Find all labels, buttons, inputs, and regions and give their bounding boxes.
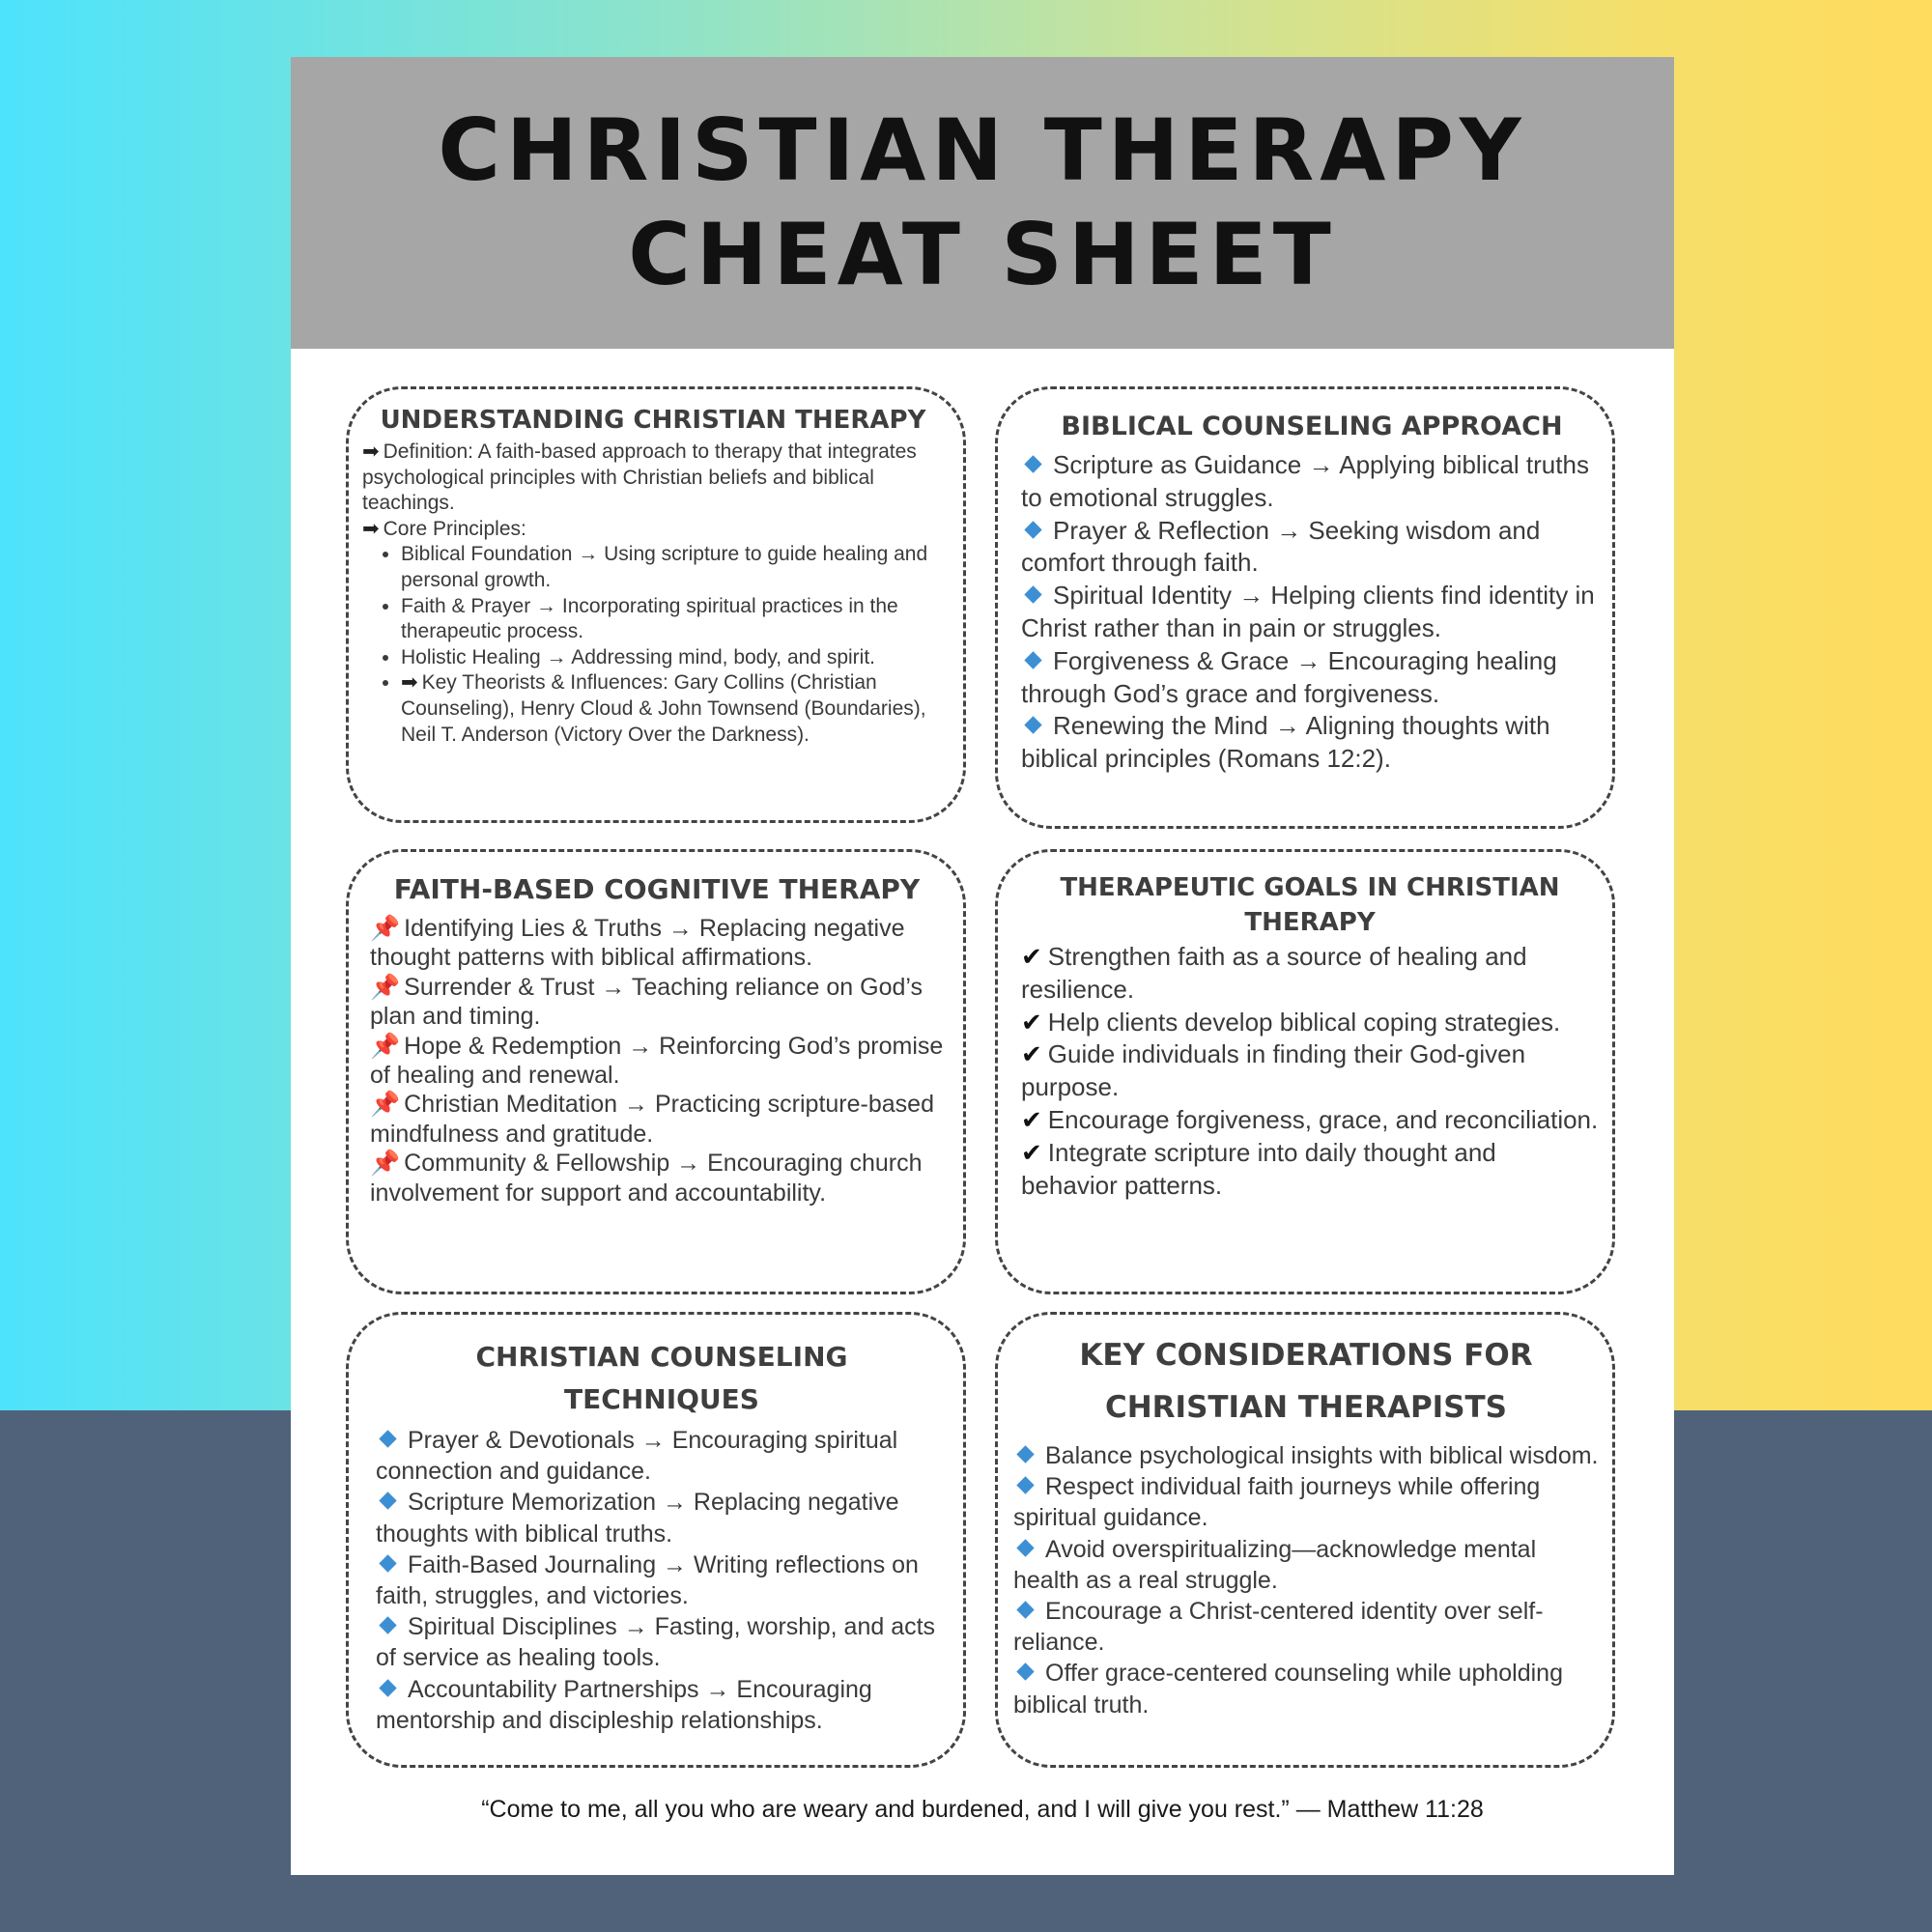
list-item: 📌 Community & Fellowship → Encouraging church involvement for support and accountability. [370,1150,923,1207]
core-principles-label: ➡ Core Principles: [362,517,526,540]
list-item: Prayer & Reflection → Seeking wisdom and comfort through faith. [1021,515,1541,578]
list-item: • Holistic Healing → Addressing mind, body, and spirit. [401,645,944,671]
card-title-line-1: KEY CONSIDERATIONS FOR [1079,1338,1533,1373]
pushpin-icon: 📌 [370,1150,401,1178]
diamond-icon [379,1554,396,1572]
card-understanding [346,386,966,823]
list-item: Accountability Partnerships → Encouraging mentorship and discipleship relationships. [376,1675,872,1734]
checkmark-icon: ✔ [1021,1039,1042,1069]
card-faith-based-cognitive [346,849,966,1294]
pushpin-icon: 📌 [370,915,401,942]
list-item: • Faith & Prayer → Incorporating spiritual practices in the therapeutic process. [401,594,944,645]
list-item: 📌 Hope & Redemption → Reinforcing God’s promise of healing and renewal. [370,1032,944,1090]
cheat-sheet-page [291,57,1674,1875]
card-title: BIBLICAL COUNSELING APPROACH [1061,412,1563,441]
diamond-icon [1016,1663,1034,1681]
list-item: 📌 Surrender & Trust → Teaching reliance on God’s plan and timing. [370,973,923,1031]
list-item: 📌 Identifying Lies & Truths → Replacing negative thought patterns with biblical affirmations. [370,915,905,972]
pushpin-icon: 📌 [370,973,401,1001]
diamond-icon [1016,1477,1034,1494]
title-banner [291,57,1674,349]
list-item: • ➡ Key Theorists & Influences: Gary Collins (Christian Counseling), Henry Cloud & John Townsend (Boundaries), Neil T. Anderson (Victory Over the Darkness). [401,670,944,748]
card-therapeutic-goals [995,849,1615,1294]
list-item: ✔ Integrate scripture into daily thought and behavior patterns. [1021,1137,1496,1200]
card-title: FAITH-BASED COGNITIVE THERAPY [393,873,921,905]
card-title-line-1: THERAPEUTIC GOALS IN CHRISTIAN [1060,873,1560,902]
checkmark-icon: ✔ [1021,1007,1042,1037]
list-item: ✔ Guide individuals in finding their God-given purpose. [1021,1039,1526,1102]
checkmark-icon: ✔ [1021,1137,1042,1167]
list-item: ✔ Help clients develop biblical coping strategies. [1021,1007,1561,1037]
list-item: Encourage a Christ-centered identity over self-reliance. [1013,1598,1544,1657]
card-biblical-counseling [995,386,1615,829]
title-line-2: CHEAT SHEET [628,205,1337,304]
list-item: Scripture as Guidance → Applying biblical truths to emotional struggles. [1021,450,1589,512]
list-item: Offer grace-centered counseling while upholding biblical truth. [1013,1660,1563,1719]
card-title: UNDERSTANDING CHRISTIAN THERAPY [380,406,926,435]
diamond-icon [379,1492,396,1510]
card-key-considerations [995,1312,1615,1768]
list-item: Spiritual Disciplines → Fasting, worship, and acts of service as healing tools. [376,1613,936,1672]
core-principles-list [362,542,944,748]
arrow-right-icon: ➡ [401,671,418,695]
pushpin-icon: 📌 [370,1032,401,1060]
list-item: Renewing the Mind → Aligning thoughts with biblical principles (Romans 12:2). [1021,711,1550,774]
arrow-right-icon: ➡ [362,517,380,540]
list-item: ✔ Strengthen faith as a source of healing and resilience. [1021,942,1527,1004]
diamond-icon [379,1617,396,1634]
diamond-icon [1024,651,1041,668]
diamond-icon [1016,1445,1034,1463]
definition-text: ➡ Definition: A faith-based approach to therapy that integrates psychological principles with Christian beliefs and biblical teachings. [362,440,917,515]
card-title-line-2: THERAPY [1244,908,1376,937]
diamond-icon [1024,585,1041,603]
list-item: Balance psychological insights with biblical wisdom. [1013,1440,1599,1471]
diamond-icon [1024,455,1041,472]
list-item: Respect individual faith journeys while offering spiritual guidance. [1013,1473,1541,1532]
card-title-line-1: CHRISTIAN COUNSELING [475,1341,848,1373]
diamond-icon [1024,717,1041,734]
diamond-icon [379,1430,396,1447]
diamond-icon [379,1679,396,1696]
list-item: Scripture Memorization → Replacing negative thoughts with biblical truths. [376,1489,899,1548]
footer-quote: “Come to me, all you who are weary and burdened, and I will give you rest.” — Matthew 11:28 [481,1796,1484,1823]
diamond-icon [1016,1601,1034,1618]
card-title-line-2: TECHNIQUES [564,1383,759,1415]
card-counseling-techniques [346,1312,966,1768]
list-item: Forgiveness & Grace → Encouraging healing through God’s grace and forgiveness. [1021,645,1557,708]
list-item: • Biblical Foundation → Using scripture to guide healing and personal growth. [401,542,944,593]
list-item: 📌 Christian Meditation → Practicing scripture-based mindfulness and gratitude. [370,1091,934,1148]
pushpin-icon: 📌 [370,1091,401,1119]
card-title-line-2: CHRISTIAN THERAPISTS [1104,1390,1508,1425]
checkmark-icon: ✔ [1021,942,1042,971]
title-line-1: CHRISTIAN THERAPY [438,100,1527,200]
arrow-right-icon: ➡ [362,440,380,463]
list-item: Spiritual Identity → Helping clients find identity in Christ rather than in pain or struggles. [1021,581,1595,642]
diamond-icon [1016,1539,1034,1556]
list-item: Faith-Based Journaling → Writing reflections on faith, struggles, and victories. [376,1550,919,1610]
list-item: Avoid overspiritualizing—acknowledge mental health as a real struggle. [1013,1535,1537,1594]
list-item: Prayer & Devotionals → Encouraging spiritual connection and guidance. [376,1427,898,1486]
diamond-icon [1024,521,1041,538]
list-item: ✔ Encourage forgiveness, grace, and reconciliation. [1021,1104,1599,1134]
checkmark-icon: ✔ [1021,1104,1042,1134]
